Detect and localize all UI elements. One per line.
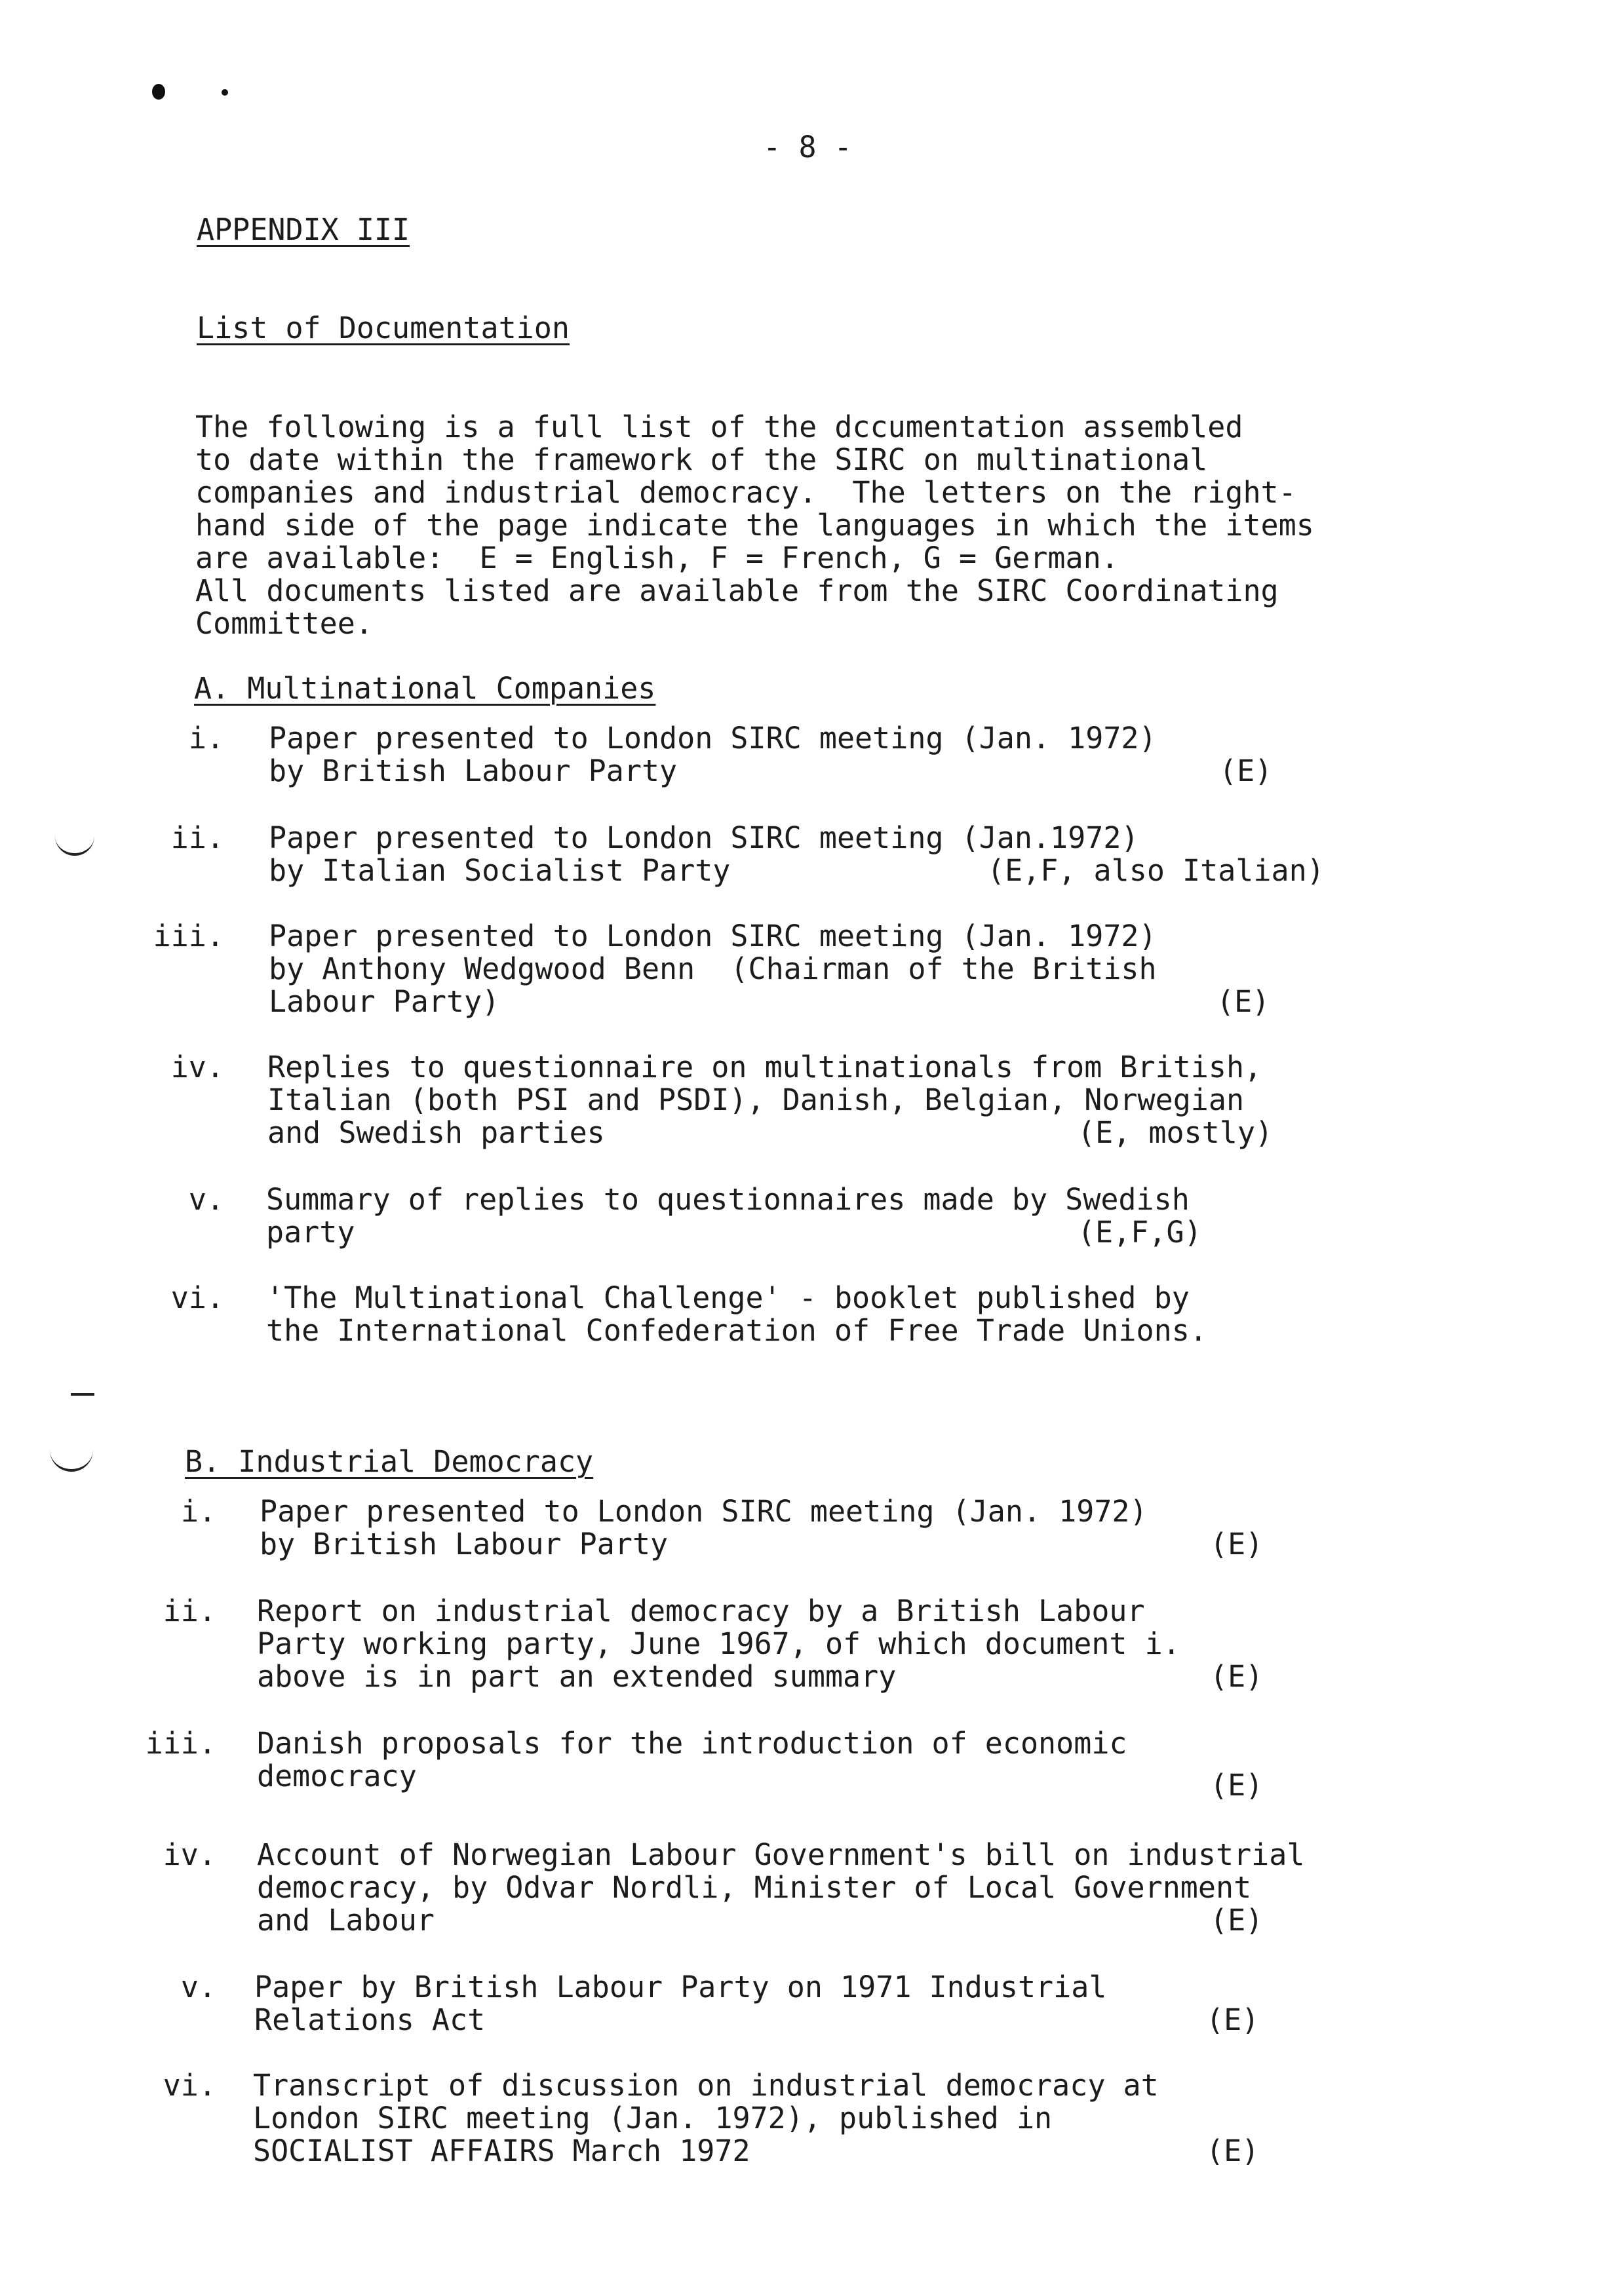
item-text [254, 1971, 1277, 2037]
item-line: by Italian Socialist Party [269, 853, 731, 888]
language-code: (E) [1206, 2133, 1260, 2168]
item-number: vi. [170, 1280, 224, 1315]
item-line: London SIRC meeting (Jan. 1972), published in [253, 2101, 1053, 2135]
item-line: Danish proposals for the introduction of economic [257, 1726, 1127, 1761]
item-line: Paper by British Labour Party on 1971 Industrial [254, 1970, 1107, 2004]
margin-mark [50, 1435, 93, 1472]
item-number: i. [180, 1494, 216, 1529]
item-number: ii. [170, 820, 224, 855]
section-b-heading: B. Industrial Democracy [185, 1444, 594, 1479]
language-code: (E) [1210, 1659, 1264, 1694]
item-line: Paper presented to London SIRC meeting (Jan. 1972) [269, 919, 1157, 953]
item-line: by Anthony Wedgwood Benn (Chairman of the British [269, 951, 1157, 986]
punch-hole-dot [152, 84, 165, 100]
item-number: iv. [163, 1837, 216, 1872]
item-line: SOCIALIST AFFAIRS March 1972 [253, 2133, 750, 2168]
item-line: Labour Party) [269, 984, 500, 1019]
item-number: v. [188, 1182, 224, 1217]
item-line: above is in part an extended summary [257, 1659, 897, 1694]
item-line: Replies to questionnaire on multinationals from British, [267, 1050, 1262, 1084]
item-number: i. [188, 721, 224, 756]
language-code: (E) [1216, 984, 1270, 1019]
language-code: (E,F,G) [1078, 1215, 1202, 1250]
item-text [269, 920, 1291, 1018]
appendix-title: APPENDIX III [197, 212, 410, 247]
document-title: List of Documentation [197, 311, 570, 345]
item-line: Italian (both PSI and PSDI), Danish, Belgian, Norwegian [267, 1082, 1245, 1117]
intro-line: The following is a full list of the dccumentation assembled [195, 410, 1243, 444]
intro-line: Committee. [195, 606, 373, 641]
intro-line: to date within the framework of the SIRC on multinational [195, 442, 1208, 477]
item-text [257, 1837, 1305, 1938]
item-line: Account of Norwegian Labour Government's bill on industrial [257, 1837, 1305, 1872]
item-line: Summary of replies to questionnaires made by Swedish [266, 1182, 1190, 1217]
item-text [260, 1495, 1282, 1561]
item-number: iv. [170, 1050, 224, 1084]
item-line: Transcript of discussion on industrial democracy at [253, 2068, 1159, 2103]
item-line: and Swedish parties [267, 1115, 605, 1150]
item-number: iii. [145, 1726, 216, 1761]
item-line: the International Confederation of Free Trade Unions. [266, 1313, 1207, 1348]
punch-hole-dot [222, 89, 228, 96]
section-a-heading: A. Multinational Companies [194, 671, 656, 706]
item-line: party [266, 1215, 355, 1250]
page-number: - 8 - [763, 130, 852, 164]
language-code: (E,F, also Italian) [987, 853, 1325, 888]
margin-mark [71, 1393, 94, 1396]
item-line: Party working party, June 1967, of which document i. [257, 1626, 1180, 1661]
language-code: (E) [1210, 1903, 1264, 1938]
item-number: ii. [163, 1594, 216, 1628]
item-line: by British Labour Party [260, 1527, 669, 1561]
intro-line: All documents listed are available from the SIRC Coordinating [195, 573, 1279, 608]
intro-line: hand side of the page indicate the languages in which the items [195, 508, 1314, 543]
item-line: Paper presented to London SIRC meeting (Jan.1972) [269, 820, 1139, 855]
item-number: v. [180, 1970, 216, 2004]
margin-mark [55, 827, 94, 856]
item-text [269, 722, 1291, 788]
item-text [266, 1282, 1289, 1347]
item-line: Paper presented to London SIRC meeting (Jan. 1972) [260, 1494, 1148, 1529]
item-line: Paper presented to London SIRC meeting (Jan. 1972) [269, 721, 1157, 756]
item-number: iii. [153, 919, 224, 953]
intro-paragraph [195, 411, 1480, 640]
item-line: democracy [257, 1759, 417, 1793]
language-code: (E) [1219, 754, 1273, 788]
language-code: (E) [1210, 1527, 1264, 1561]
item-number: vi. [163, 2068, 216, 2103]
item-line: Relations Act [254, 2002, 486, 2037]
intro-line: companies and industrial democracy. The letters on the right- [195, 475, 1296, 510]
item-line: by British Labour Party [269, 754, 678, 788]
item-line: and Labour [257, 1903, 435, 1938]
intro-line: are available: E = English, F = French, G = German. [195, 541, 1119, 575]
language-code: (E, mostly) [1078, 1115, 1274, 1150]
item-text [257, 1727, 1279, 1793]
language-code: (E) [1210, 1768, 1264, 1803]
item-text [257, 1595, 1279, 1693]
item-line: democracy, by Odvar Nordli, Minister of Local Government [257, 1870, 1252, 1905]
item-text [253, 2069, 1275, 2168]
item-line: Report on industrial democracy by a British Labour [257, 1594, 1145, 1628]
item-line: 'The Multinational Challenge' - booklet published by [266, 1280, 1190, 1315]
language-code: (E) [1206, 2002, 1260, 2037]
